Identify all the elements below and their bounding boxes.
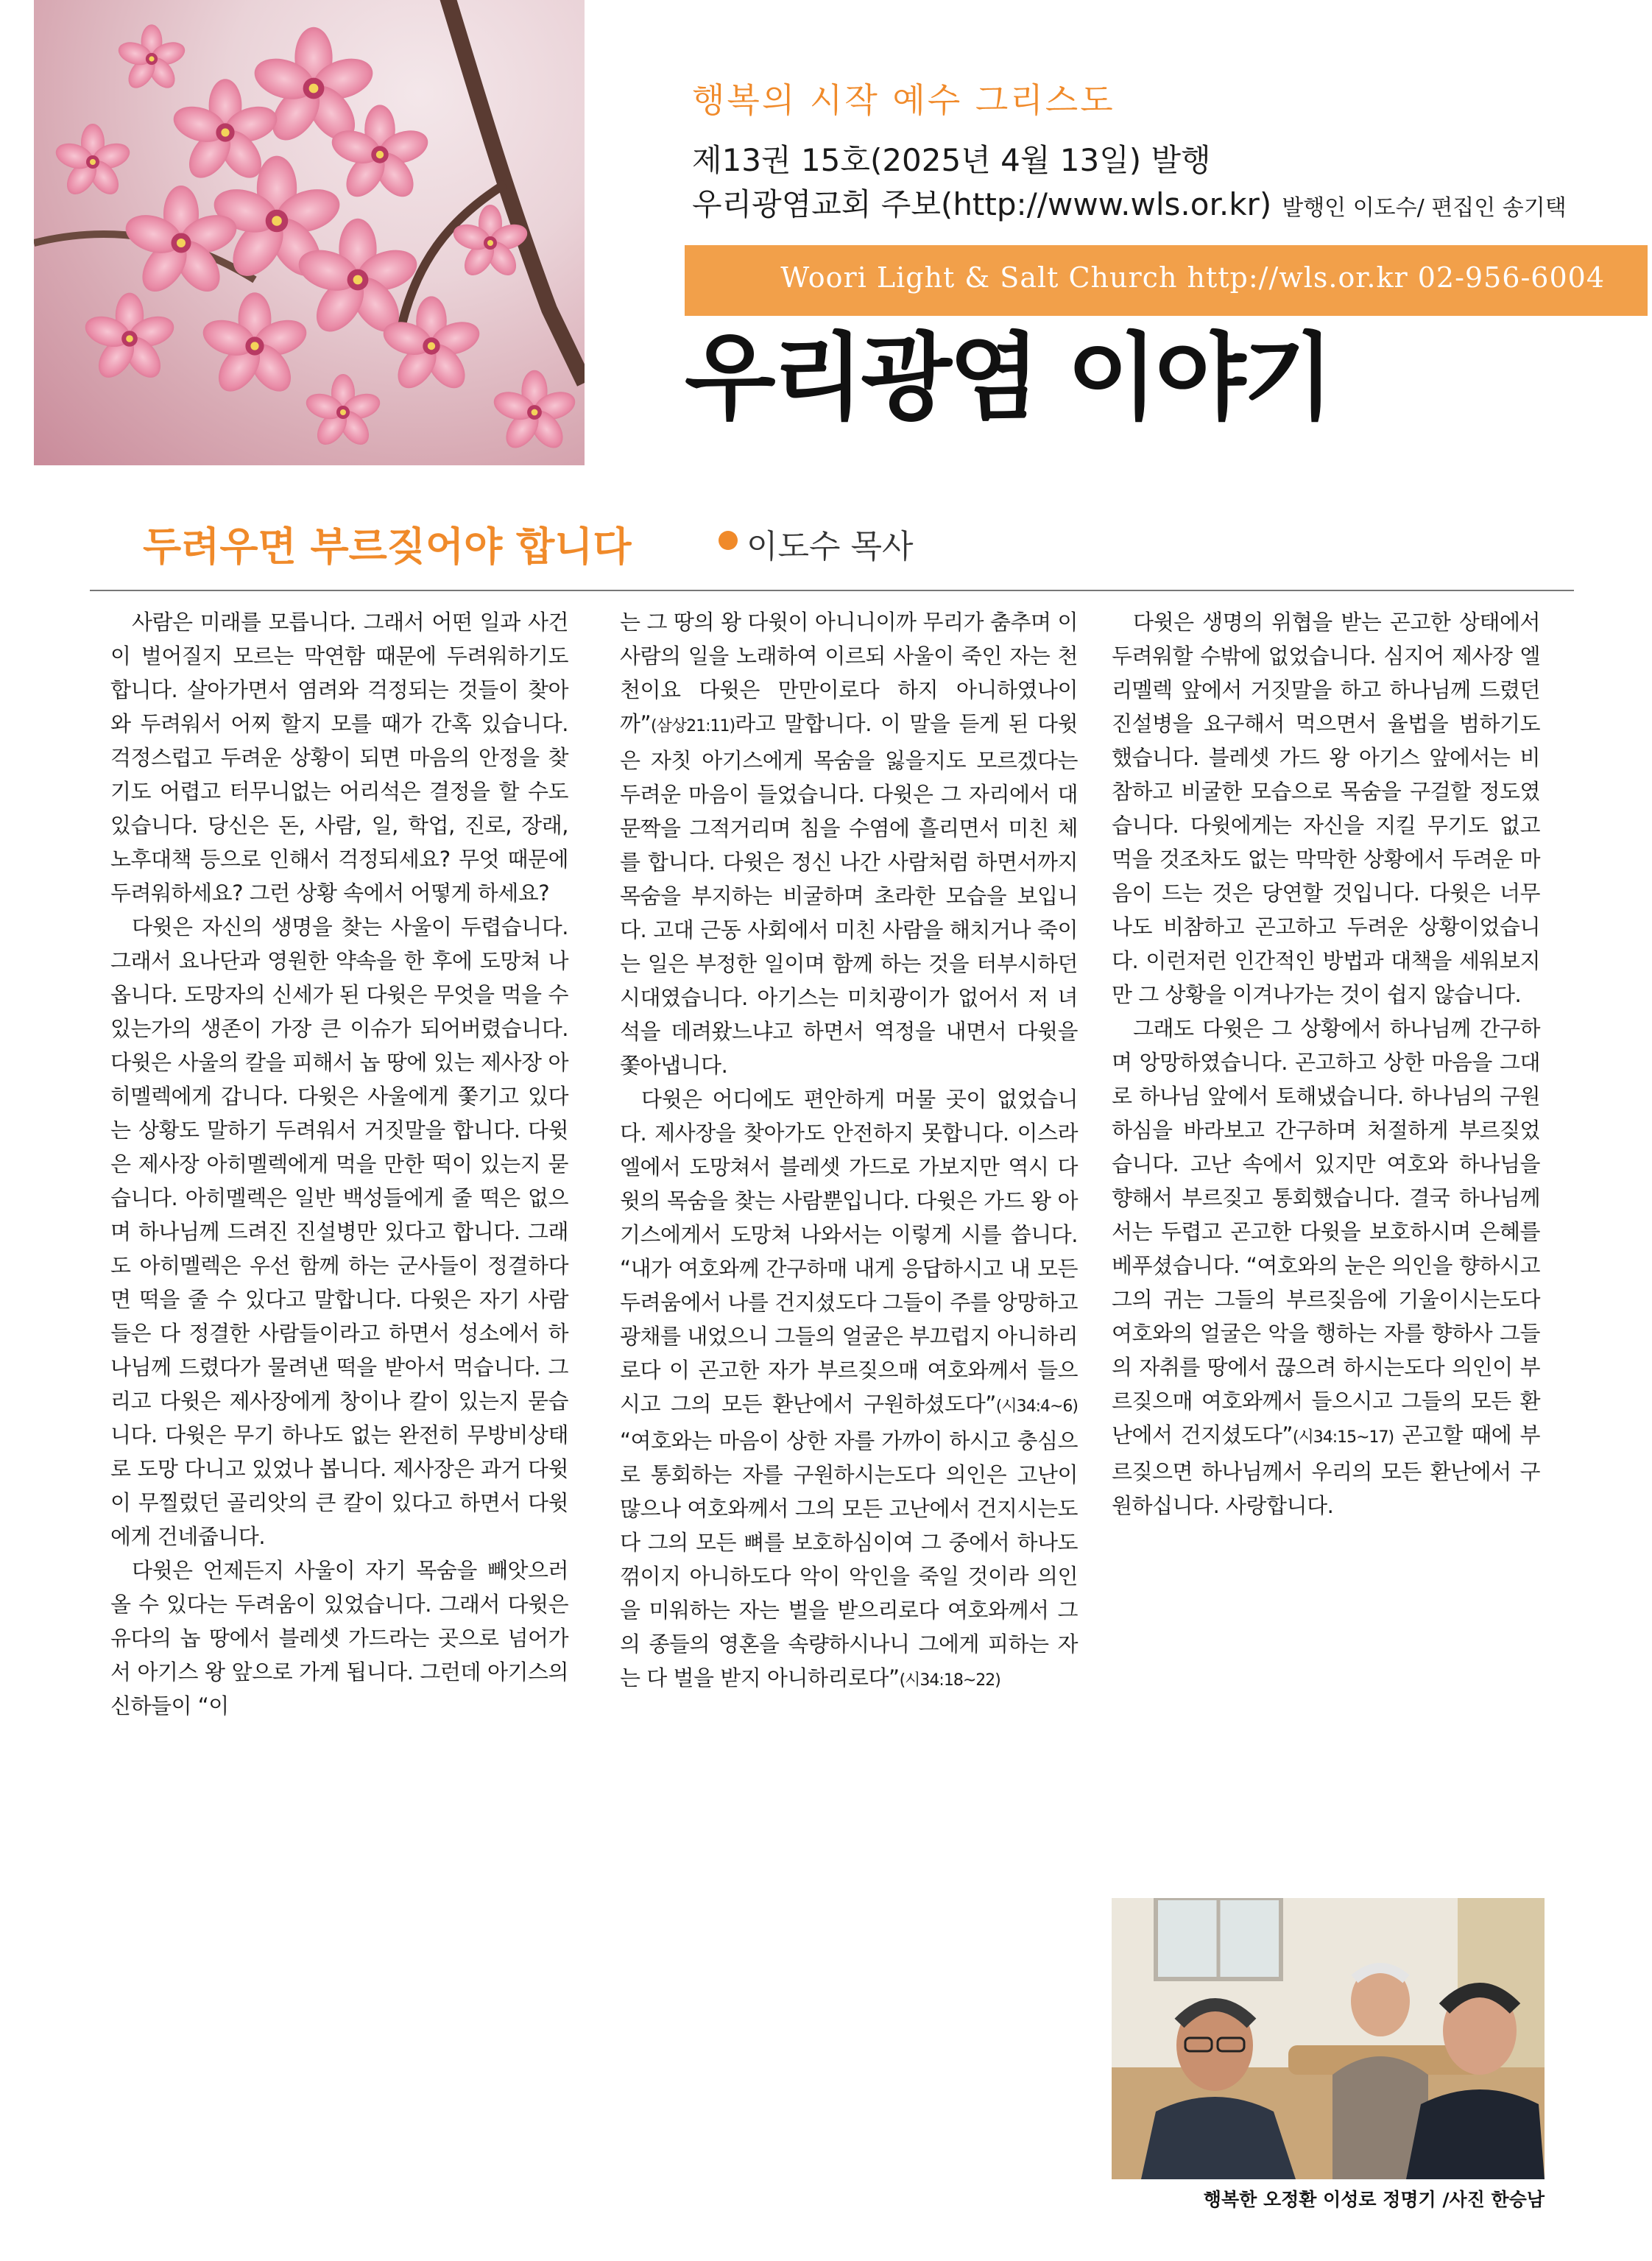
newsletter-title: 우리광염 이야기 <box>685 323 1332 433</box>
scripture-reference: (시34:15~17) <box>1292 1428 1394 1447</box>
publisher-info: 발행인 이도수/ 편집인 송기택 <box>1282 195 1567 221</box>
paragraph-text: 그래도 다윗은 그 상황에서 하나님께 간구하며 앙망하였습니다. 곤고하고 상한 마음을 그대로 하나님 앞에서 토해냈습니다. 하나님의 구원하심을 바라보고 간구하며 처절하게 부르짖었습니다. 고난 속에서 있지만 여호와 하나님을 향해서 부르짖고 통회했습니다. 결국 하나님께서는 두렵고 곤고한 다윗을 보호하시며 은혜를 베푸셨습니다. “여호와의 눈은 의인을 향하시고 그의 귀는 그들의 부르짖음에 기울이시는도다 여호와의 얼굴은 악을 행하는 자를 향하사 그들의 자취를 땅에서 끊으려 하시는도다 의인이 부르짖으매 여호와께서 들으시고 그들의 모든 환난에서 건지셨도다” <box>1112 1016 1540 1447</box>
scripture-reference: (시34:18~22) <box>899 1671 1000 1690</box>
cherry-blossom-photo <box>34 0 585 465</box>
paragraph-text: 는 그 땅의 왕 다윗이 아니니이까 무리가 춤추며 이 사람의 일을 노래하여 이르되 사울이 죽인 자는 천천이요 다윗은 만만이로다 하지 아니하였나이까” <box>620 610 1078 736</box>
paragraph <box>620 1082 1078 1698</box>
article-column-1 <box>110 605 568 1723</box>
paragraph <box>620 605 1078 1082</box>
church-bulletin-line <box>692 180 1567 225</box>
paragraph: 사람은 미래를 모릅니다. 그래서 어떤 일과 사건이 벌어질지 모르는 막연함 때문에 두려워하기도 합니다. 살아가면서 염려와 걱정되는 것들이 찾아와 두려워서 어찌 할지 모를 때가 간혹 있습니다. 걱정스럽고 두려운 상황이 되면 마음의 안정을 찾기도 어렵고 터무니없는 어리석은 결정을 할 수도 있습니다. 당신은 돈, 사람, 일, 학업, 진로, 장래, 노후대책 등으로 인해서 걱정되세요? 무엇 때문에 두려워하세요? 그런 상황 속에서 어떻게 하세요? <box>110 610 568 906</box>
paragraph: 다윗은 언제든지 사울이 자기 목숨을 빼앗으러 올 수 있다는 두려움이 있었습니다. 그래서 다윗은 유다의 놉 땅에서 블레셋 가드라는 곳으로 넘어가서 아기스 왕 앞으로 가게 됩니다. 그런데 아기스의 신하들이 “이 <box>110 1558 568 1718</box>
article-author: 이도수 목사 <box>746 528 914 565</box>
fellowship-photo-illustration <box>1112 1898 1545 2179</box>
contact-banner <box>685 245 1648 316</box>
paragraph-text: 곤고할 때에 부르짖으면 하나님께서 우리의 모든 환난에서 구원하십니다. 사랑합니다. <box>1112 1422 1540 1518</box>
divider <box>90 590 1574 591</box>
article-column-3 <box>1112 605 1540 1523</box>
fellowship-photo <box>1112 1898 1545 2179</box>
article-column-2 <box>620 605 1078 1698</box>
paragraph <box>1112 1012 1540 1523</box>
bulletin-site: 우리광염교회 주보(http://www.wls.or.kr) <box>692 186 1272 222</box>
paragraph: 다윗은 생명의 위협을 받는 곤고한 상태에서 두려워할 수밖에 없었습니다. 심지어 제사장 엘리멜렉 앞에서 거짓말을 하고 하나님께 드렸던 진설병을 요구해서 먹으면서 율법을 범하기도 했습니다. 블레셋 가드 왕 아기스 앞에서는 비참하고 비굴한 모습으로 목숨을 구걸할 정도였습니다. 다윗에게는 자신을 지킬 무기도 없고 먹을 것조차도 없는 막막한 상황에서 두려운 마음이 드는 것은 당연할 것입니다. 다윗은 너무나도 비참하고 곤고하고 두려운 상황이었습니다. 이런저런 인간적인 방법과 대책을 세워보지만 그 상황을 이겨나가는 것이 쉽지 않습니다. <box>1112 610 1540 1007</box>
church-slogan: 행복의 시작 예수 그리스도 <box>692 80 1115 120</box>
paragraph-text: 다윗은 어디에도 편안하게 머물 곳이 없었습니다. 제사장을 찾아가도 안전하지 못합니다. 이스라엘에서 도망쳐서 블레셋 가드로 가보지만 역시 다윗의 목숨을 찾는 사람뿐입니다. 다윗은 가드 왕 아기스에게서 도망쳐 나와서는 이렇게 시를 씁니다. “내가 여호와께 간구하매 내게 응답하시고 내 모든 두려움에서 나를 건지셨도다 그들이 주를 앙망하고 광채를 내었으니 그들의 얼굴은 부끄럽지 아니하리로다 이 곤고한 자가 부르짖으매 여호와께서 들으시고 그의 모든 환난에서 구원하셨도다” <box>620 1087 1078 1417</box>
bullet-dot-icon <box>719 531 738 550</box>
issue-info: 제13권 15호(2025년 4월 13일) 발행 <box>692 142 1211 178</box>
scripture-reference: (시34:4~6) <box>995 1397 1078 1416</box>
paragraph: 다윗은 자신의 생명을 찾는 사울이 두렵습니다. 그래서 요나단과 영원한 약속을 한 후에 도망쳐 나옵니다. 도망자의 신세가 된 다윗은 무엇을 먹을 수 있는가의 생존이 가장 큰 이슈가 되어버렸습니다. 다윗은 사울의 칼을 피해서 놉 땅에 있는 제사장 아히멜렉에게 갑니다. 다윗은 사울에게 쫓기고 있다는 상황도 말하기 두려워서 거짓말을 합니다. 다윗은 제사장 아히멜렉에게 먹을 만한 떡이 있는지 묻습니다. 아히멜렉은 일반 백성들에게 줄 떡은 없으며 하나님께 드려진 진설병만 있다고 합니다. 그래도 아히멜렉은 우선 함께 하는 군사들이 정결하다면 떡을 줄 수 있다고 말합니다. 다윗은 자기 사람들은 다 정결한 사람들이라고 하면서 성소에서 하나님께 드렸다가 물려낸 떡을 받아서 먹습니다. 그리고 다윗은 제사장에게 창이나 칼이 있는지 묻습니다. 다윗은 무기 하나도 없는 완전히 무방비상태로 도망 다니고 있었나 봅니다. 제사장은 과거 다윗이 무찔렀던 골리앗의 큰 칼이 있다고 하면서 다윗에게 건네줍니다. <box>110 914 568 1549</box>
scripture-reference: (삼상21:11) <box>651 717 735 736</box>
photo-caption: 행복한 오정환 이성로 정명기 /사진 한승남 <box>1203 2189 1545 2210</box>
paragraph-text: 라고 말합니다. 이 말을 듣게 된 다윗은 자칫 아기스에게 목숨을 잃을지도 모르겠다는 두려운 마음이 들었습니다. 다윗은 그 자리에서 대문짝을 그적거리며 침을 수염에 흘리면서 미친 체를 합니다. 다윗은 정신 나간 사람처럼 하면서까지 목숨을 부지하는 비굴하며 초라한 모습을 보입니다. 고대 근동 사회에서 미친 사람을 해치거나 죽이는 일은 부정한 일이며 함께 하는 것을 터부시하던 시대였습니다. 아기스는 미치광이가 없어서 저 녀석을 데려왔느냐고 하면서 역정을 내면서 다윗을 쫓아냅니다. <box>620 711 1078 1078</box>
cherry-blossom-illustration <box>34 0 585 465</box>
article-headline: 두려우면 부르짖어야 합니다 <box>143 523 632 570</box>
paragraph-text: “여호와는 마음이 상한 자를 가까이 하시고 충심으로 통회하는 자를 구원하시는도다 의인은 고난이 많으나 여호와께서 그의 모든 고난에서 건지시는도다 그의 모든 뼈를 보호하심이여 그 중에서 하나도 꺾이지 아니하도다 악이 악인을 죽일 것이라 의인을 미워하는 자는 벌을 받으리로다 여호와께서 그의 종들의 영혼을 속량하시나니 그에게 피하는 자는 다 벌을 받지 아니하리로다” <box>620 1428 1078 1690</box>
contact-banner-text: Woori Light & Salt Church http://wls.or.kr 02-956-6004 <box>780 261 1605 294</box>
